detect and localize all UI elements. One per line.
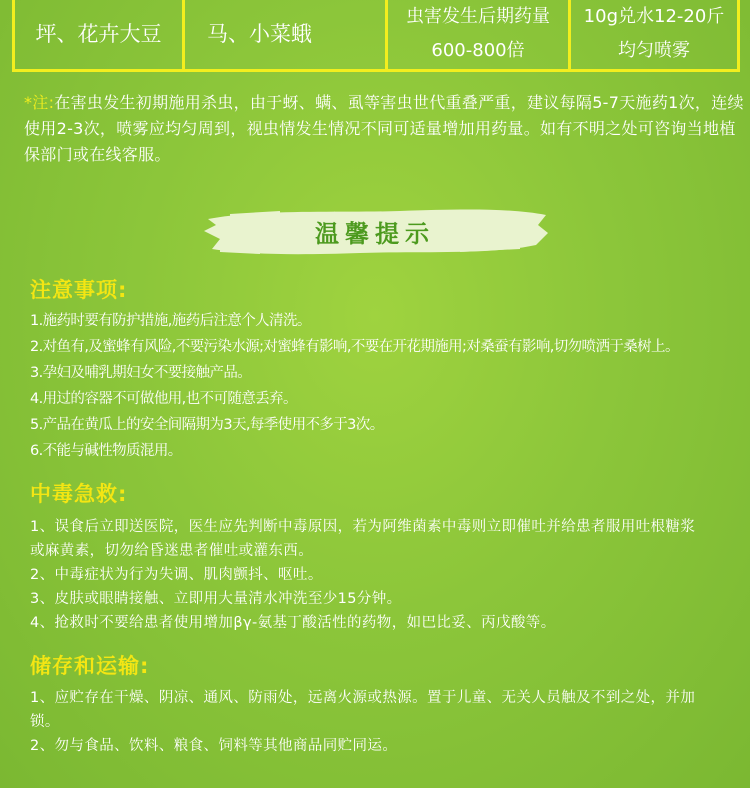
storage-title: 储存和运输: xyxy=(30,654,150,678)
note-text: 在害虫发生初期施用杀虫，由于蚜、螨、虱等害虫世代重叠严重，建议每隔5-7天施药1次，连续使用2-3次，喷雾应均匀周到，视虫情发生情况不同可适量增加用药量。如有不明之处可咨询当地植保部门或在线客服。 xyxy=(24,93,744,164)
list-item: 2、中毒症状为行为失调、肌肉颤抖、呕吐。 xyxy=(30,567,323,583)
note-marker: *注: xyxy=(24,93,55,112)
banner-title: 温馨提示 xyxy=(315,219,435,248)
usage-cell xyxy=(571,0,737,69)
usage-line-1: 10g兑水12-20斤 xyxy=(583,6,725,27)
first-aid-list xyxy=(30,515,710,635)
precautions-title: 注意事项: xyxy=(30,278,128,302)
list-item: 5.产品在黄瓜上的安全间隔期为3天,每季使用不多于3次。 xyxy=(30,417,384,433)
pests-text: 马、小菜蛾 xyxy=(207,22,312,46)
usage-line-2: 均匀喷雾 xyxy=(618,40,690,61)
crops-cell xyxy=(15,0,185,69)
crops-text: 坪、花卉大豆 xyxy=(35,22,162,46)
list-item: 4、抢救时不要给患者使用增加βγ-氨基丁酸活性的药物，如巴比妥、丙戊酸等。 xyxy=(30,615,556,631)
dosage-cell xyxy=(388,0,571,69)
list-item: 3、皮肤或眼睛接触、立即用大量清水冲洗至少15分钟。 xyxy=(30,591,402,607)
list-item: 2.对鱼有,及蜜蜂有风险,不要污染水源;对蜜蜂有影响,不要在开花期施用;对桑蚕有影响,切勿喷洒于桑树上。 xyxy=(30,339,679,355)
storage-list xyxy=(30,686,720,758)
list-item: 3.孕妇及哺乳期妇女不要接触产品。 xyxy=(30,365,252,381)
list-item: 4.用过的容器不可做他用,也不可随意丢弃。 xyxy=(30,391,297,407)
first-aid-title: 中毒急救: xyxy=(30,482,128,506)
list-item: 6.不能与碱性物质混用。 xyxy=(30,443,182,459)
application-note xyxy=(24,90,744,168)
list-item: 1、误食后立即送医院，医生应先判断中毒原因，若为阿维菌素中毒则立即催吐并给患者服用吐根糖浆或麻黄素，切勿给昏迷患者催吐或灌东西。 xyxy=(30,519,696,559)
usage-table-row xyxy=(12,0,740,72)
precautions-list xyxy=(30,308,748,464)
tips-banner xyxy=(200,205,550,257)
list-item: 1.施药时要有防护措施,施药后注意个人清洗。 xyxy=(30,313,311,329)
list-item: 1、应贮存在干燥、阴凉、通风、防雨处，远离火源或热源。置于儿童、无关人员触及不到之处，并加锁。 xyxy=(30,690,696,730)
dosage-line-2: 600-800倍 xyxy=(431,40,525,61)
list-item: 2、勿与食品、饮料、粮食、饲料等其他商品同贮同运。 xyxy=(30,738,398,754)
dosage-line-1: 虫害发生后期药量 xyxy=(406,6,550,27)
pests-cell xyxy=(185,0,388,69)
